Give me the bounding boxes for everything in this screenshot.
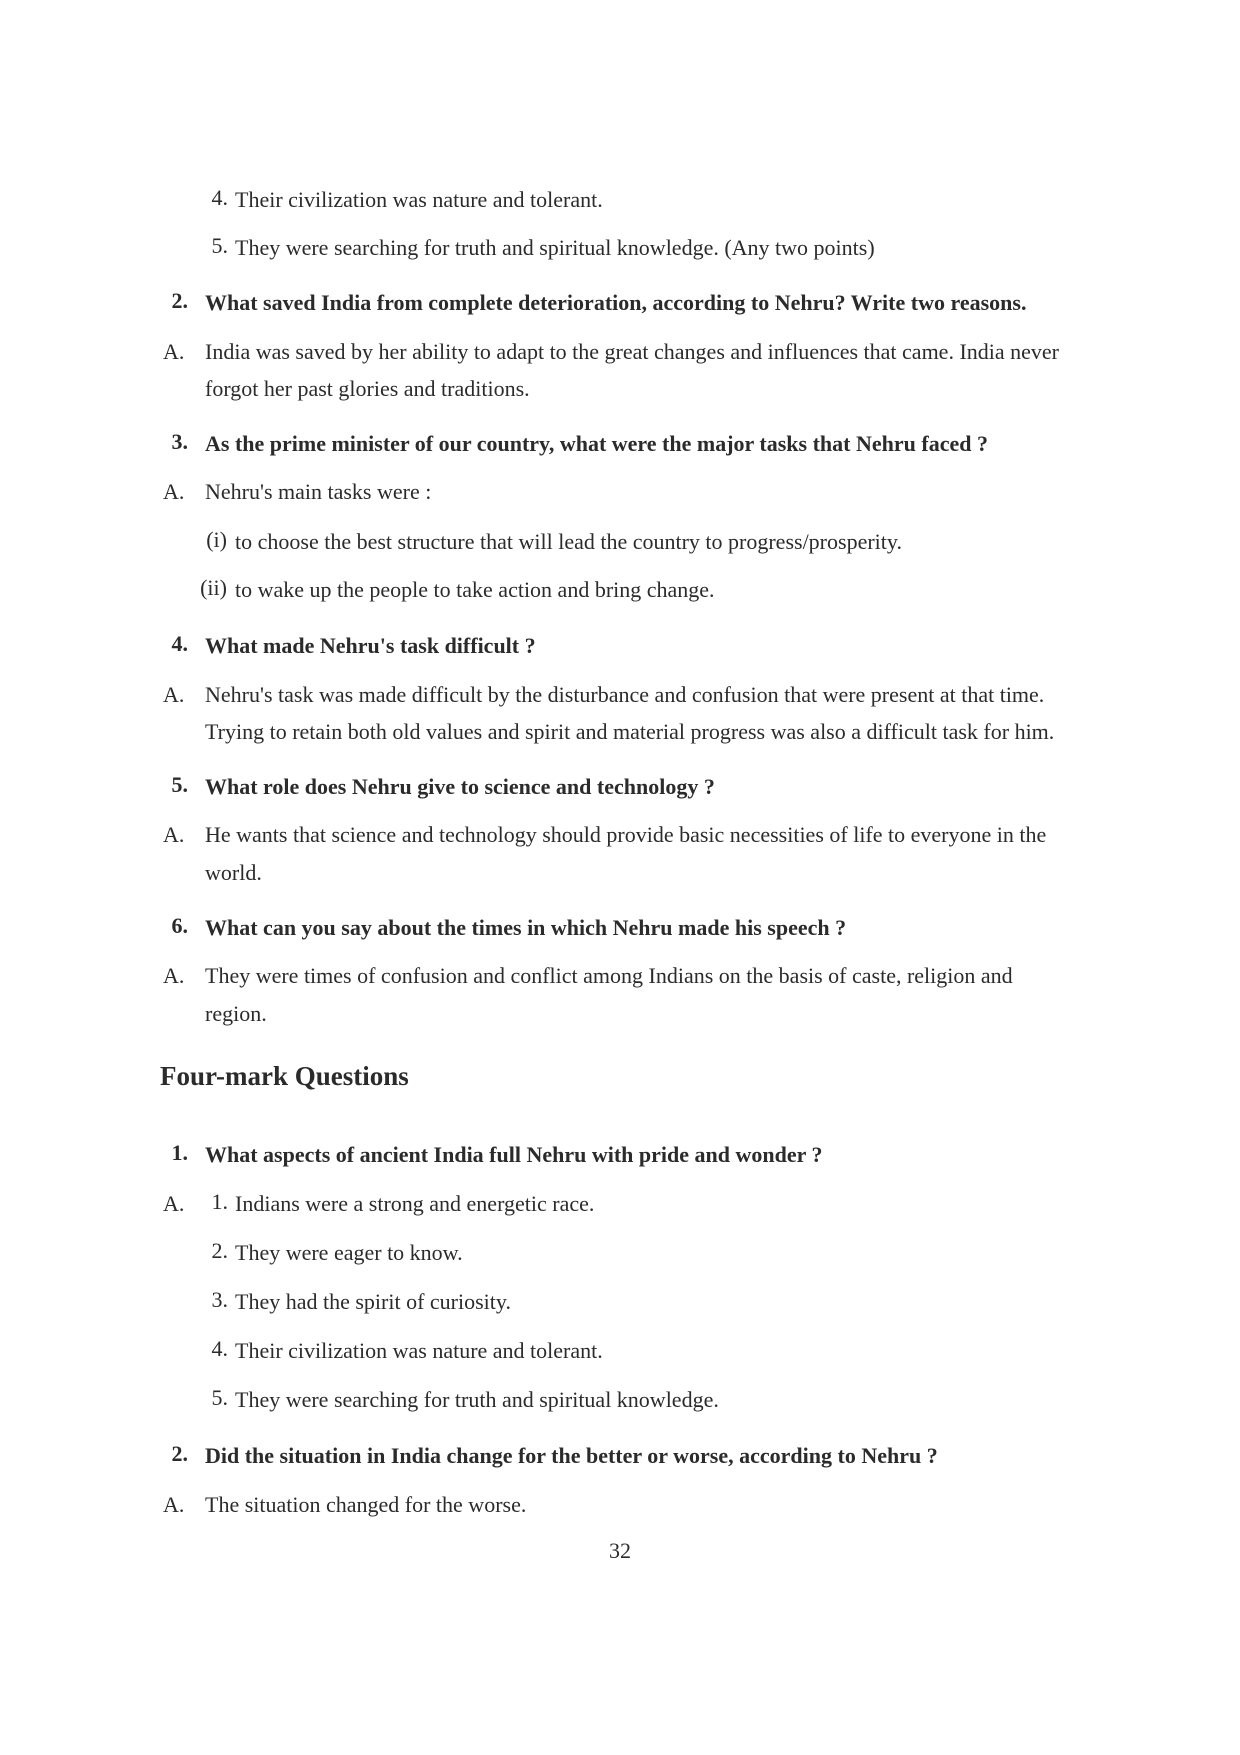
list-number: 1.: [211, 1189, 228, 1214]
question-number: 2.: [171, 1441, 188, 1466]
list-item: They had the spirit of curiosity.: [235, 1289, 511, 1314]
answer-line: Trying to retain both old values and spirit and material progress was also a difficult task for him.: [205, 719, 1055, 744]
question-number: 5.: [171, 772, 188, 797]
answer-line: region.: [205, 1001, 267, 1026]
question-text: What can you say about the times in which Nehru made his speech ?: [205, 915, 847, 940]
question-text: Did the situation in India change for the better or worse, according to Nehru ?: [205, 1443, 938, 1468]
answer-line: world.: [205, 860, 262, 885]
question-text: What aspects of ancient India full Nehru with pride and wonder ?: [205, 1142, 823, 1167]
list-item: They were eager to know.: [235, 1240, 463, 1265]
sub-item: to choose the best structure that will lead the country to progress/prosperity.: [235, 529, 902, 554]
answer-marker: A.: [163, 339, 185, 364]
answer-marker: A.: [163, 1492, 185, 1517]
answer-marker: A.: [163, 682, 185, 707]
answer-line: forgot her past glories and traditions.: [205, 376, 530, 401]
sub-item: to wake up the people to take action and bring change.: [235, 577, 715, 602]
answer-line: Nehru's main tasks were :: [205, 479, 432, 504]
question-number: 3.: [171, 429, 188, 454]
list-number: 2.: [211, 1238, 228, 1263]
list-item: They were searching for truth and spiritual knowledge. (Any two points): [235, 235, 875, 260]
answer-line: He wants that science and technology should provide basic necessities of life to everyone in the: [205, 822, 1047, 847]
answer-line: The situation changed for the worse.: [205, 1492, 527, 1517]
list-number: 5.: [211, 1385, 228, 1410]
section-heading: Four-mark Questions: [160, 1061, 409, 1091]
answer-marker: A.: [163, 963, 185, 988]
answer-marker: A.: [163, 822, 185, 847]
answer-line: Nehru's task was made difficult by the disturbance and confusion that were present at that time.: [205, 682, 1045, 707]
list-item: They were searching for truth and spiritual knowledge.: [235, 1387, 719, 1412]
answer-line: India was saved by her ability to adapt to the great changes and influences that came. India never: [205, 339, 1060, 364]
sub-item-number: (i): [206, 527, 227, 552]
list-number: 3.: [211, 1287, 228, 1312]
list-item: Their civilization was nature and tolerant.: [235, 187, 603, 212]
question-text: What saved India from complete deterioration, according to Nehru? Write two reasons.: [205, 290, 1027, 315]
question-number: 6.: [171, 913, 188, 938]
list-number: 4.: [211, 1336, 228, 1361]
answer-line: They were times of confusion and conflict among Indians on the basis of caste, religion and: [205, 963, 1013, 988]
list-item: Their civilization was nature and tolerant.: [235, 1338, 603, 1363]
question-text: What role does Nehru give to science and technology ?: [205, 774, 715, 799]
answer-marker: A.: [163, 1191, 185, 1216]
sub-item-number: (ii): [200, 575, 227, 600]
answer-marker: A.: [163, 479, 185, 504]
page-number: 32: [609, 1538, 631, 1563]
question-text: What made Nehru's task difficult ?: [205, 633, 536, 658]
question-text: As the prime minister of our country, what were the major tasks that Nehru faced ?: [205, 431, 988, 456]
question-number: 2.: [171, 288, 188, 313]
question-number: 4.: [171, 631, 188, 656]
list-item: Indians were a strong and energetic race.: [235, 1191, 595, 1216]
question-number: 1.: [171, 1140, 188, 1165]
list-number: 4.: [211, 185, 228, 210]
list-number: 5.: [211, 233, 228, 258]
